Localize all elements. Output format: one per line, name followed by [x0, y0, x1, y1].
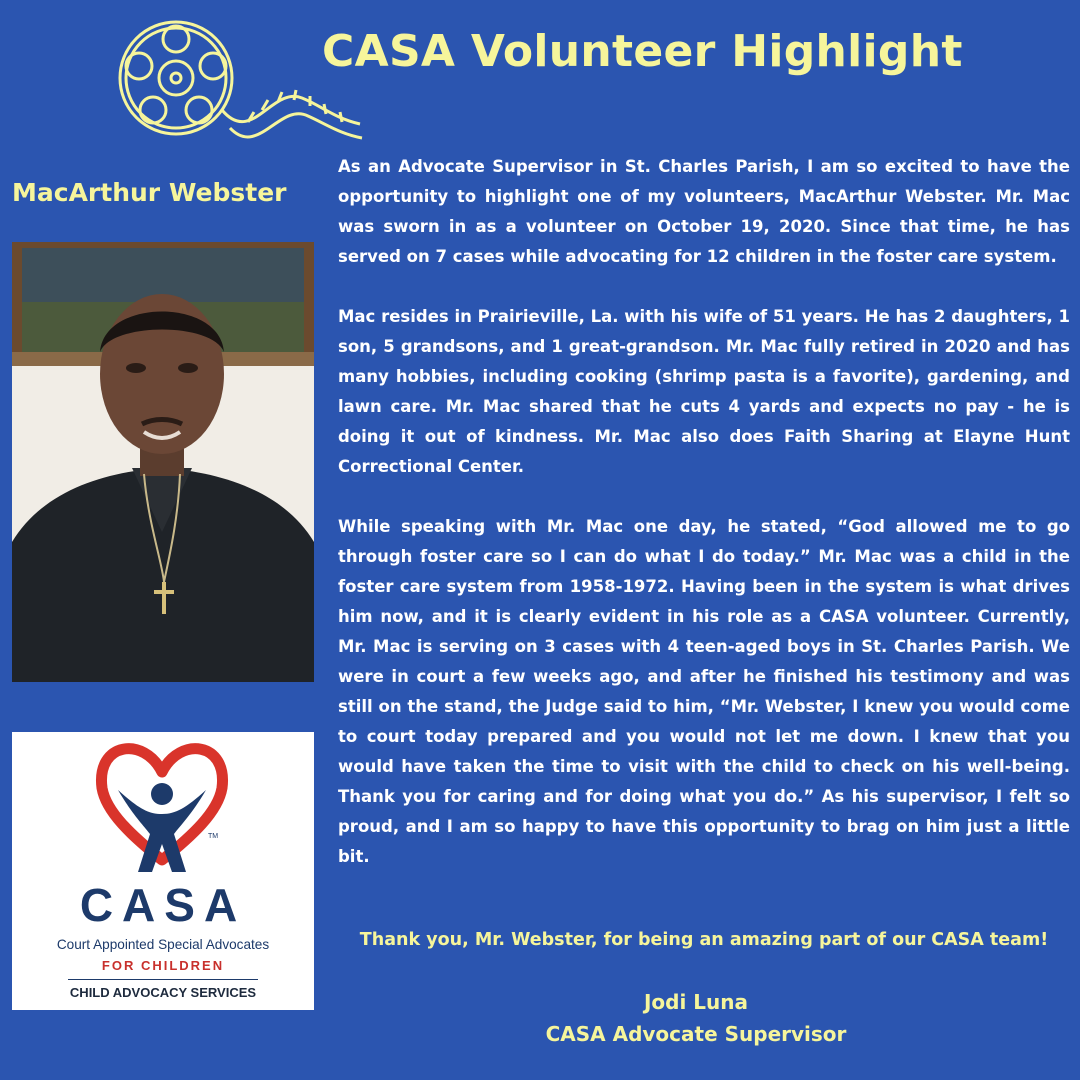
logo-wordmark: CASA: [79, 879, 247, 931]
logo-for-children: FOR CHILDREN: [101, 958, 225, 973]
page-title: CASA Volunteer Highlight: [322, 26, 963, 77]
person-photo-icon: [12, 242, 314, 682]
logo-services: CHILD ADVOCACY SERVICES: [69, 985, 257, 1000]
logo-divider: [68, 979, 258, 980]
casa-heart-figure-icon: [82, 732, 242, 882]
article-paragraph-2: Mac resides in Prairieville, La. with his wife of 51 years. He has 2 daughters, 1 son, 5 grandsons, and 1 great-grandson. Mr. Mac fully retired in 2020 and has many hobbies, including cooking (shrimp pasta is a favorite), gardening, and lawn care. Mr. Mac shared that he cuts 4 yards and expects no pay - he is doing it out of kindness. Mr. Mac also does Faith Sharing at Elayne Hunt Correctional Center.: [338, 307, 1070, 476]
volunteer-photo: [12, 242, 314, 682]
article-body: [338, 152, 1070, 902]
signature-name: Jodi Luna: [643, 990, 749, 1014]
thank-you-line: Thank you, Mr. Webster, for being an amazing part of our CASA team!: [359, 930, 1049, 950]
casa-logo: [12, 732, 314, 1010]
article-paragraph-1: As an Advocate Supervisor in St. Charles Parish, I am so excited to have the opportunity to highlight one of my volunteers, MacArthur Webster. Mr. Mac was sworn in as a volunteer on October 19, 2020. Since that time, he has served on 7 cases while advocating for 12 children in the foster care system.: [338, 157, 1070, 266]
signature-title: CASA Advocate Supervisor: [545, 1022, 847, 1046]
volunteer-name: MacArthur Webster: [12, 178, 287, 207]
trademark-mark: TM: [208, 833, 219, 840]
article-paragraph-3: While speaking with Mr. Mac one day, he stated, “God allowed me to go through foster care so I can do what I do today.” Mr. Mac was a child in the foster care system from 1958-1972. Having been in the system is what drives him now, and it is clearly evident in his role as a CASA volunteer. Currently, Mr. Mac is serving on 3 cases with 4 teen-aged boys in St. Charles Parish. We were in court a few weeks ago, and after he finished his testimony and was still on the stand, the Judge said to him, “Mr. Webster, I knew you would come to court today prepared and you would not let me down. I knew that you would have taken the time to visit with the child to check on his well-being. Thank you for caring and for doing what you do.” As his supervisor, I felt so proud, and I am so happy to have this opportunity to brag on him just a little bit.: [338, 517, 1070, 866]
logo-tagline: Court Appointed Special Advocates: [56, 937, 270, 952]
